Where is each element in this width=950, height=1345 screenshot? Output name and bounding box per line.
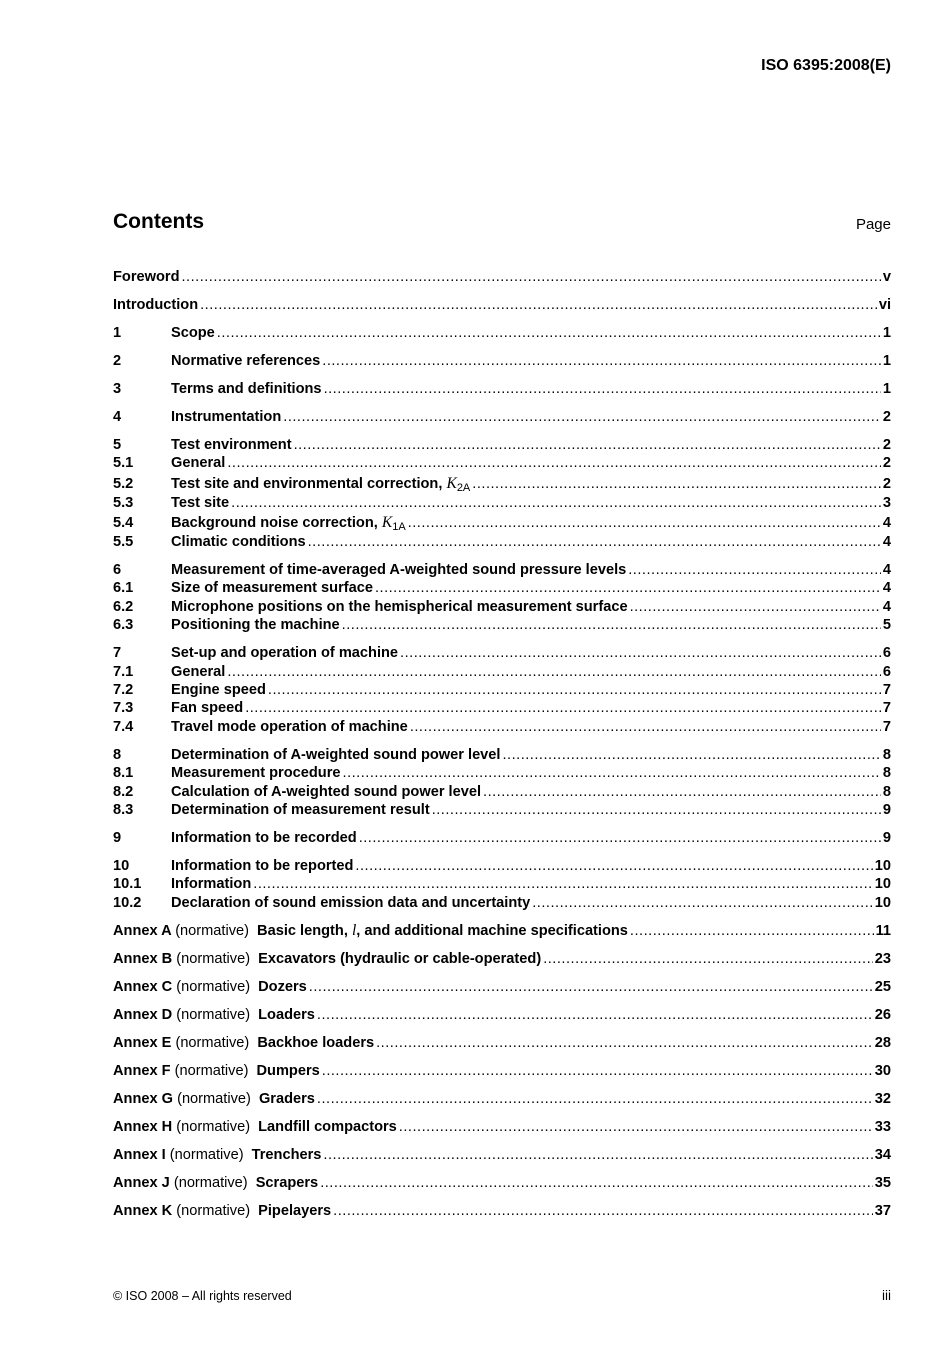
toc-entry-number: 8.3 xyxy=(113,801,134,818)
toc-entry-page: 4 xyxy=(882,598,891,615)
footer-copyright: © ISO 2008 – All rights reserved xyxy=(113,1289,292,1303)
annex-label: Annex I xyxy=(113,1146,166,1163)
toc-entry-sound-power-level[interactable] xyxy=(113,746,891,764)
toc-entry-instrumentation[interactable] xyxy=(113,408,891,426)
toc-entry-page: 8 xyxy=(882,765,891,782)
toc-entry-number: 5.2 xyxy=(113,475,134,492)
toc-entry-title: Measurement procedure xyxy=(171,765,341,782)
dot-leader xyxy=(400,644,881,662)
toc-entry-title: Annex K (normative) Pipelayers xyxy=(113,1202,332,1219)
dot-leader xyxy=(309,978,873,996)
dot-leader xyxy=(343,764,881,782)
dot-leader xyxy=(630,598,881,616)
toc-entry-title: Microphone positions on the hemispherical measurement surface xyxy=(171,598,628,615)
toc-entry-title: Information xyxy=(171,876,252,893)
toc-entry-number: 5.5 xyxy=(113,534,134,551)
dot-leader xyxy=(324,380,881,398)
toc-entry-title: Annex H (normative) Landfill compactors xyxy=(113,1118,397,1135)
toc-entry-5-5-climatic-conditions[interactable] xyxy=(113,533,891,551)
toc-entry-number: 7.1 xyxy=(113,663,134,680)
toc-entry-annex-k[interactable] xyxy=(113,1202,891,1220)
annex-label: Annex F xyxy=(113,1062,171,1079)
annex-label: Annex K xyxy=(113,1202,173,1219)
toc-entry-page: 2 xyxy=(882,475,891,492)
annex-label: Annex B xyxy=(113,950,173,967)
toc-entry-annex-h[interactable] xyxy=(113,1118,891,1136)
toc-entry-page: 7 xyxy=(882,700,891,717)
toc-entry-7-3-fan-speed[interactable] xyxy=(113,699,891,717)
toc-entry-title: Foreword xyxy=(113,269,180,285)
dot-leader xyxy=(543,950,873,968)
dot-leader xyxy=(323,1146,872,1164)
dot-leader xyxy=(532,894,873,912)
toc-entry-title: Annex C (normative) Dozers xyxy=(113,978,307,995)
toc-entry-number: 5.4 xyxy=(113,515,134,532)
toc-entry-annex-e[interactable] xyxy=(113,1034,891,1052)
annex-type: (normative) xyxy=(175,1034,250,1051)
toc-entry-page: 10 xyxy=(874,857,891,874)
dot-leader xyxy=(408,513,881,534)
dot-leader xyxy=(322,1062,873,1080)
toc-entry-number: 5.1 xyxy=(113,455,134,472)
toc-entry-page: 25 xyxy=(874,978,891,995)
dot-leader xyxy=(375,579,881,597)
annex-type: (normative) xyxy=(174,1062,249,1079)
toc-entry-6-1-size-surface[interactable] xyxy=(113,579,891,597)
contents-heading: Contents xyxy=(113,210,204,233)
variable-k: K xyxy=(446,474,457,492)
toc-entry-page: 1 xyxy=(882,324,891,341)
toc-entry-number: 5 xyxy=(113,436,122,453)
toc-entry-page: 30 xyxy=(874,1062,891,1079)
dot-leader xyxy=(472,474,881,495)
toc-entry-title: Annex B (normative) Excavators (hydraulic or cable-operated) xyxy=(113,950,542,967)
toc-entry-page: 6 xyxy=(882,645,891,662)
toc-entry-7-2-engine-speed[interactable] xyxy=(113,681,891,699)
toc-entry-number: 5.3 xyxy=(113,494,134,511)
toc-entry-title: Set-up and operation of machine xyxy=(171,645,399,662)
toc-entry-annex-g[interactable] xyxy=(113,1090,891,1108)
annex-type: (normative) xyxy=(173,1174,248,1191)
dot-leader xyxy=(200,296,877,314)
toc-entry-introduction[interactable] xyxy=(113,296,891,314)
toc-entry-page: 4 xyxy=(882,562,891,579)
toc-entry-7-1-general[interactable] xyxy=(113,663,891,681)
toc-entry-number: 7.2 xyxy=(113,682,134,698)
toc-entry-5-4-background-noise[interactable] xyxy=(113,512,891,533)
toc-entry-number: 6.1 xyxy=(113,580,134,597)
toc-entry-title: Test site and environmental correction, $K_{2A}$ xyxy=(171,474,471,494)
toc-entry-annex-j[interactable] xyxy=(113,1174,891,1192)
toc-entry-page: 32 xyxy=(874,1090,891,1107)
toc-entry-page: 10 xyxy=(874,894,891,911)
annex-label: Annex H xyxy=(113,1118,173,1135)
toc-entry-number: 9 xyxy=(113,829,122,846)
toc-entry-10-1-information[interactable] xyxy=(113,875,891,893)
annex-type: (normative) xyxy=(177,1090,251,1107)
toc-entry-number: 7.3 xyxy=(113,700,134,717)
toc-entry-page: 26 xyxy=(874,1006,891,1023)
toc-entry-title: Annex J (normative) Scrapers xyxy=(113,1174,319,1191)
toc-entry-page: 8 xyxy=(882,783,891,800)
dot-leader xyxy=(502,746,880,764)
dot-leader xyxy=(628,561,881,579)
toc-entry-title: Engine speed xyxy=(171,682,266,698)
toc-entry-page: 7 xyxy=(882,718,891,735)
toc-entry-annex-b[interactable] xyxy=(113,950,891,968)
annex-label: Annex A xyxy=(113,922,172,939)
dot-leader xyxy=(320,1174,873,1192)
toc-entry-page: 5 xyxy=(882,617,891,634)
toc-entry-6-3-positioning-machine[interactable] xyxy=(113,616,891,634)
toc-entry-page: 4 xyxy=(882,515,891,532)
toc-entry-title: Measurement of time-averaged A-weighted sound pressure levels xyxy=(171,562,627,579)
toc-entry-number: 3 xyxy=(113,380,122,397)
toc-entry-page: 23 xyxy=(874,950,891,967)
toc-entry-page: 4 xyxy=(882,580,891,597)
variable-subscript: 1A xyxy=(392,521,406,534)
toc-entry-page: 9 xyxy=(882,801,891,818)
dot-leader xyxy=(432,801,881,819)
dot-leader xyxy=(333,1202,873,1220)
toc-entry-title: General xyxy=(171,455,226,472)
toc-entry-annex-i[interactable] xyxy=(113,1146,891,1164)
dot-leader xyxy=(283,408,881,426)
toc-entry-title: Size of measurement surface xyxy=(171,580,373,597)
toc-entry-page: 2 xyxy=(882,436,891,453)
annex-label: Annex C xyxy=(113,978,173,995)
toc-entry-annex-d[interactable] xyxy=(113,1006,891,1024)
annex-label: Annex J xyxy=(113,1174,170,1191)
annex-type: (normative) xyxy=(176,978,251,995)
toc-entry-title: Determination of A-weighted sound power level xyxy=(171,746,501,763)
dot-leader xyxy=(359,829,881,847)
toc-entry-title: Annex F (normative) Dumpers xyxy=(113,1062,320,1079)
toc-entry-page: 35 xyxy=(874,1174,891,1191)
toc-entry-page: 4 xyxy=(882,534,891,551)
annex-label: Annex E xyxy=(113,1034,172,1051)
annex-type: (normative) xyxy=(169,1146,244,1163)
toc-entry-title: Annex G (normative) Graders xyxy=(113,1090,315,1107)
annex-type: (normative) xyxy=(176,950,251,967)
dot-leader xyxy=(410,718,881,736)
toc-entry-foreword[interactable] xyxy=(113,268,891,286)
toc-entry-page: vi xyxy=(878,296,891,313)
toc-entry-page: 9 xyxy=(882,829,891,846)
toc-entry-title: Annex D (normative) Loaders xyxy=(113,1006,315,1023)
toc-entry-annex-f[interactable] xyxy=(113,1062,891,1080)
toc-entry-page: 3 xyxy=(882,494,891,511)
toc-entry-title: Test site xyxy=(171,494,230,511)
toc-entry-number: 10.1 xyxy=(113,876,142,893)
toc-entry-title: Introduction xyxy=(113,296,199,313)
toc-entry-5-2-test-site-correction[interactable] xyxy=(113,473,891,494)
dot-leader xyxy=(317,1090,873,1108)
annex-type: (normative) xyxy=(176,1202,251,1219)
dot-leader xyxy=(227,663,881,681)
toc-entry-page: 28 xyxy=(874,1034,891,1051)
variable-k: K xyxy=(381,514,393,532)
toc-entry-page: 1 xyxy=(882,352,891,369)
toc-entry-number: 7.4 xyxy=(113,718,134,735)
toc-entry-title: Annex A (normative) Basic length, l, and additional machine specifications xyxy=(113,921,628,939)
annex-label: Annex D xyxy=(113,1006,173,1023)
toc-entry-number: 10.2 xyxy=(113,894,142,911)
toc-entry-test-environment[interactable] xyxy=(113,436,891,454)
toc-entry-8-2-calculation[interactable] xyxy=(113,783,891,801)
toc-entry-10-2-declaration[interactable] xyxy=(113,894,891,912)
annex-type: (normative) xyxy=(176,1006,251,1023)
dot-leader xyxy=(399,1118,873,1136)
toc-entry-page: 2 xyxy=(882,455,891,472)
dot-leader xyxy=(217,324,881,342)
toc-entry-number: 7 xyxy=(113,645,122,662)
dot-leader xyxy=(227,454,881,472)
variable-subscript: 2A xyxy=(456,481,471,494)
toc-entry-5-1-general[interactable] xyxy=(113,454,891,472)
toc-entry-page: 6 xyxy=(882,663,891,680)
annex-type: (normative) xyxy=(175,922,249,939)
toc-entry-title: Background noise correction, $K_{1A}$ xyxy=(171,514,406,534)
dot-leader xyxy=(483,783,881,801)
toc-entry-number: 1 xyxy=(113,324,122,341)
toc-entry-title: Information to be recorded xyxy=(171,829,357,846)
dot-leader xyxy=(245,699,881,717)
toc-entry-page: 11 xyxy=(875,922,891,939)
toc-entry-8-3-measurement-result[interactable] xyxy=(113,801,891,819)
toc-entry-number: 6.3 xyxy=(113,617,134,634)
toc-entry-7-4-travel-mode[interactable] xyxy=(113,718,891,736)
toc-entry-annex-a[interactable] xyxy=(113,922,891,940)
toc-entry-number: 6 xyxy=(113,562,122,579)
dot-leader xyxy=(342,616,881,634)
toc-entry-number: 8.2 xyxy=(113,783,134,800)
toc-entry-title: Annex E (normative) Backhoe loaders xyxy=(113,1034,375,1051)
toc-entry-information-recorded[interactable] xyxy=(113,829,891,847)
toc-entry-page: 2 xyxy=(882,408,891,425)
toc-entry-page: 33 xyxy=(874,1118,891,1135)
document-id: ISO 6395:2008(E) xyxy=(761,57,891,74)
toc-entry-page: 10 xyxy=(874,876,891,893)
toc-entry-page: v xyxy=(882,269,891,285)
dot-leader xyxy=(253,875,873,893)
toc-entry-annex-c[interactable] xyxy=(113,978,891,996)
toc-entry-title: Travel mode operation of machine xyxy=(171,718,408,735)
footer-page-number: iii xyxy=(882,1288,891,1303)
toc-entry-number: 6.2 xyxy=(113,598,134,615)
toc-entry-title: Normative references xyxy=(171,352,321,369)
dot-leader xyxy=(322,352,881,370)
page-column-label: Page xyxy=(855,216,891,233)
dot-leader xyxy=(294,436,881,454)
toc-entry-title: Climatic conditions xyxy=(171,534,306,551)
toc-entry-title: Determination of measurement result xyxy=(171,801,430,818)
toc-entry-number: 8 xyxy=(113,746,122,763)
dot-leader xyxy=(268,681,881,699)
dot-leader xyxy=(308,533,881,551)
toc-entry-setup-operation[interactable] xyxy=(113,644,891,662)
toc-entry-title: Annex I (normative) Trenchers xyxy=(113,1146,322,1163)
toc-entry-title: Instrumentation xyxy=(171,408,282,425)
toc-entry-title: Information to be reported xyxy=(171,857,354,874)
dot-leader xyxy=(181,268,880,286)
toc-entry-terms-definitions[interactable] xyxy=(113,380,891,398)
toc-entry-title: Terms and definitions xyxy=(171,380,322,397)
toc-entry-title: General xyxy=(171,663,226,680)
toc-entry-title: Calculation of A-weighted sound power level xyxy=(171,783,482,800)
toc-entry-title: Positioning the machine xyxy=(171,617,340,634)
annex-label: Annex G xyxy=(113,1090,174,1107)
toc-entry-page: 7 xyxy=(882,682,891,698)
toc-entry-information-reported[interactable] xyxy=(113,857,891,875)
toc-entry-8-1-measurement-procedure[interactable] xyxy=(113,764,891,782)
toc-entry-number: 2 xyxy=(113,352,122,369)
toc-entry-number: 8.1 xyxy=(113,765,134,782)
annex-type: (normative) xyxy=(176,1118,251,1135)
variable-l: l xyxy=(351,921,357,939)
toc-entry-page: 34 xyxy=(874,1146,891,1163)
toc-entry-normative-references[interactable] xyxy=(113,352,891,370)
dot-leader xyxy=(376,1034,873,1052)
toc-entry-page: 37 xyxy=(874,1202,891,1219)
toc-entry-scope[interactable] xyxy=(113,324,891,342)
toc-entry-title: Declaration of sound emission data and uncertainty xyxy=(171,894,531,911)
toc-entry-title: Fan speed xyxy=(171,700,244,717)
table-of-contents xyxy=(113,268,891,1220)
toc-entry-6-2-microphone-positions[interactable] xyxy=(113,598,891,616)
toc-entry-title: Test environment xyxy=(171,436,292,453)
toc-entry-page: 8 xyxy=(882,746,891,763)
toc-entry-title: Scope xyxy=(171,324,215,341)
dot-leader xyxy=(317,1006,873,1024)
dot-leader xyxy=(630,922,874,940)
toc-entry-number: 10 xyxy=(113,857,130,874)
toc-entry-measurement-sound-pressure[interactable] xyxy=(113,561,891,579)
toc-entry-page: 1 xyxy=(882,380,891,397)
dot-leader xyxy=(231,494,881,512)
toc-entry-number: 4 xyxy=(113,408,122,425)
dot-leader xyxy=(355,857,872,875)
